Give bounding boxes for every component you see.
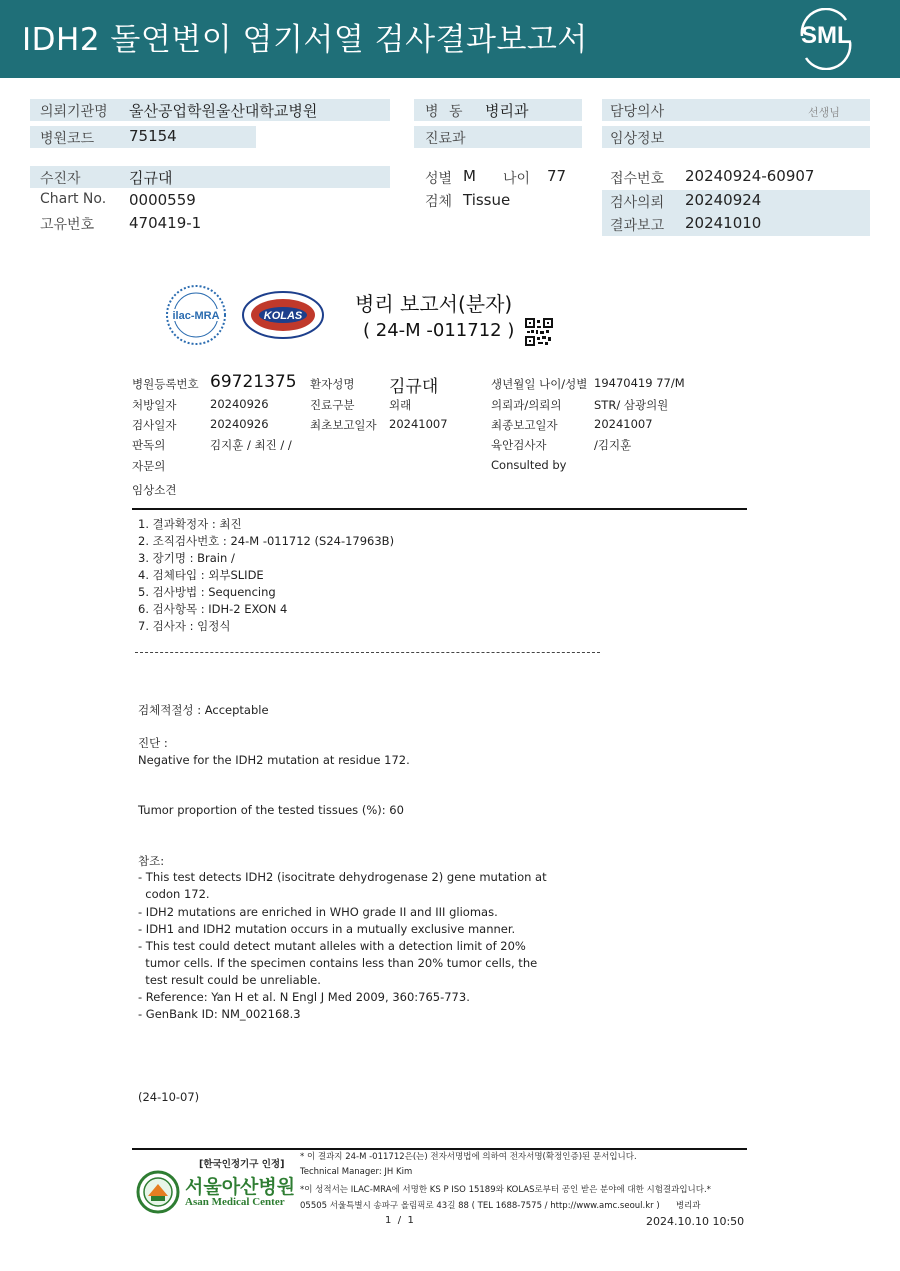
first-report-value: 20241007 (389, 417, 448, 431)
dashed-divider (135, 652, 600, 653)
reader-label: 판독의 (132, 438, 166, 452)
patient-value: 김규대 (129, 169, 173, 187)
footer-line-2: Technical Manager: JH Kim (300, 1167, 413, 1177)
reference-line: codon 172. (138, 887, 210, 901)
result-label: 결과보고 (610, 218, 665, 234)
result-value: 20241010 (685, 214, 762, 232)
institution-value: 울산공업학원울산대학교병원 (129, 102, 318, 120)
id-label: 고유번호 (40, 217, 95, 233)
item-4: 4. 검체타입 : 외부SLIDE (138, 568, 264, 582)
birth-value: 19470419 77/M (594, 376, 685, 390)
hospital-code-value: 75154 (129, 127, 177, 145)
reference-line: tumor cells. If the specimen contains less than 20% tumor cells, the (138, 956, 538, 970)
ward-label: 병 동 (425, 104, 466, 120)
first-report-label: 최초보고일자 (310, 418, 377, 432)
patient-name-value: 김규대 (389, 377, 439, 397)
footer-line-1: * 이 결과지 24-M -011712은(는) 전자서명법에 의하여 전자서명(확정인증)된 문서입니다. (300, 1152, 637, 1162)
print-timestamp: 2024.10.10 10:50 (646, 1215, 745, 1228)
patient-box (30, 166, 390, 188)
rx-value: 20240926 (210, 397, 269, 411)
tumor-proportion: Tumor proportion of the tested tissues (%): 60 (138, 803, 404, 817)
consulted-by: Consulted by (491, 458, 567, 472)
reader-value: 김지훈 / 최진 / / (210, 438, 292, 452)
rx-label: 처방일자 (132, 398, 177, 412)
clinical-findings-label: 임상소견 (132, 483, 177, 497)
reference-line: - This test could detect mutant alleles with a detection limit of 20% (138, 939, 526, 953)
age-value: 77 (547, 167, 567, 185)
gross-label: 육안검사자 (491, 438, 547, 452)
final-report-value: 20241007 (594, 417, 653, 431)
report-number: ( 24-M -011712 ) (363, 320, 515, 341)
specimen-label: 검체 (425, 194, 453, 210)
item-2: 2. 조직검사번호 : 24-M -011712 (S24-17963B) (138, 534, 395, 548)
receipt-value: 20240924-60907 (685, 167, 815, 185)
exam-label: 검사일자 (132, 418, 177, 432)
item-1: 1. 결과확정자 : 최진 (138, 517, 242, 531)
diagnosis-label: 진단 : (138, 736, 168, 750)
id-value: 470419-1 (129, 214, 202, 232)
hospital-name-en: Asan Medical Center (185, 1196, 285, 1208)
visit-label: 진료구분 (310, 398, 355, 412)
item-7: 7. 검사자 : 임정식 (138, 619, 231, 633)
doctor-suffix: 선생님 (808, 106, 840, 119)
exam-value: 20240926 (210, 417, 269, 431)
page-title: IDH2 돌연변이 염기서열 검사결과보고서 (22, 22, 588, 58)
ward-value: 병리과 (485, 102, 529, 120)
svg-text:ilac-MRA: ilac-MRA (172, 310, 220, 322)
reference-line: - GenBank ID: NM_002168.3 (138, 1007, 301, 1021)
footer-line-4: 05505 서울특별시 송파구 올림픽로 43길 88 ( TEL 1688-7575 / http://www.amc.seoul.kr ) 병리과 (300, 1201, 701, 1211)
specimen-value: Tissue (463, 191, 511, 209)
doctor-label: 담당의사 (610, 104, 665, 120)
reference-line: - IDH1 and IDH2 mutation occurs in a mutually exclusive manner. (138, 922, 516, 936)
patient-name-label: 환자성명 (310, 377, 355, 391)
reg-value: 69721375 (210, 372, 297, 392)
dept-label: 진료과 (425, 131, 466, 147)
final-report-label: 최종보고일자 (491, 418, 558, 432)
receipt-label: 접수번호 (610, 171, 665, 187)
qr-code-icon (525, 318, 553, 350)
footer-line-3: *이 성적서는 ILAC-MRA에 서명한 KS P ISO 15189와 KOLAS로부터 공인 받은 분야에 대한 시험결과입니다.* (300, 1185, 711, 1195)
cert-label: [한국인정기구 인정] (199, 1159, 285, 1170)
request-value: 20240924 (685, 191, 762, 209)
visit-value: 외래 (389, 398, 412, 412)
item-6: 6. 검사항목 : IDH-2 EXON 4 (138, 602, 288, 616)
reference-line: - Reference: Yan H et al. N Engl J Med 2009, 360:765-773. (138, 990, 470, 1004)
asan-emblem-icon (136, 1170, 180, 1218)
page-number: 1 / 1 (385, 1215, 414, 1226)
sml-logo-text: SML (801, 22, 852, 49)
adequacy: 검체적절성 : Acceptable (138, 703, 269, 717)
req-dept-label: 의뢰과/의뢰의 (491, 398, 562, 412)
diagnosis-text: Negative for the IDH2 mutation at residue 172. (138, 753, 410, 767)
report-divider (132, 508, 747, 510)
birth-label: 생년월일 나이/성별 (491, 377, 588, 391)
chart-value: 0000559 (129, 191, 196, 209)
req-dept-value: STR/ 삼광의원 (594, 398, 669, 412)
patient-label: 수진자 (40, 171, 81, 187)
item-3: 3. 장기명 : Brain / (138, 551, 235, 565)
hospital-code-label: 병원코드 (40, 131, 95, 147)
ilac-mra-logo (165, 284, 227, 350)
svg-text:KOLAS: KOLAS (263, 310, 303, 322)
gross-value: /김지훈 (594, 438, 632, 452)
chart-label: Chart No. (40, 191, 107, 207)
consult-label: 자문의 (132, 459, 166, 473)
report-title: 병리 보고서(분자) (355, 292, 513, 316)
reg-label: 병원등록번호 (132, 377, 199, 391)
reference-line: - IDH2 mutations are enriched in WHO grade II and III gliomas. (138, 905, 498, 919)
age-label: 나이 (503, 171, 531, 187)
reference-line: test result could be unreliable. (138, 973, 321, 987)
clinical-label: 임상정보 (610, 131, 665, 147)
item-5: 5. 검사방법 : Sequencing (138, 585, 276, 599)
institution-label: 의뢰기관명 (40, 104, 108, 120)
reference-label: 참조: (138, 854, 165, 868)
sex-label: 성별 (425, 171, 453, 187)
hospital-name-kr: 서울아산병원 (185, 1176, 296, 1198)
kolas-logo (241, 290, 325, 344)
request-label: 검사의뢰 (610, 195, 665, 211)
sex-value: M (463, 167, 476, 185)
reference-line: - This test detects IDH2 (isocitrate dehydrogenase 2) gene mutation at (138, 870, 547, 884)
date-note: (24-10-07) (138, 1090, 200, 1104)
